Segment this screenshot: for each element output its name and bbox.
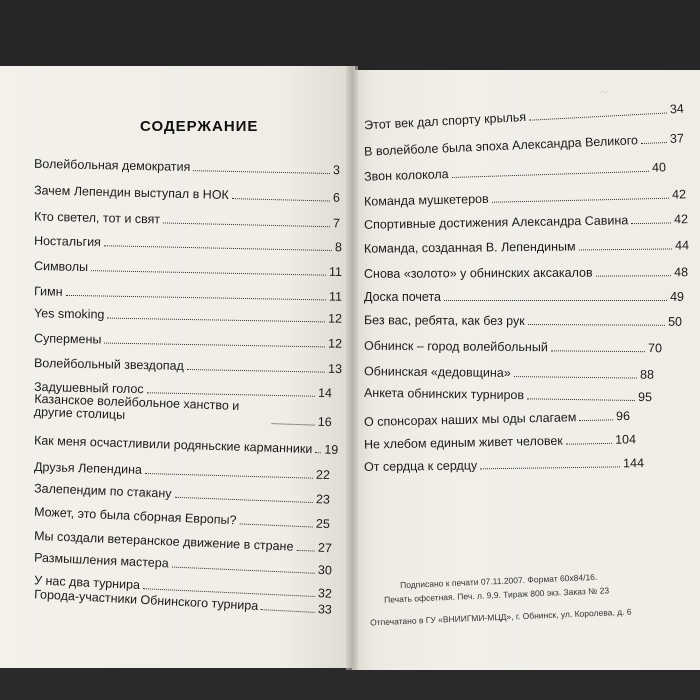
- toc-entry-title: Символы: [33, 259, 89, 275]
- toc-entry-title: Без вас, ребята, как без рук: [363, 313, 525, 329]
- toc-entry: [364, 290, 684, 304]
- toc-entry-title: Анкета обнинских турниров: [363, 385, 525, 403]
- toc-entry-page: 11: [328, 289, 343, 304]
- toc-entry-title: Волейбольная демократия: [33, 156, 191, 175]
- toc-entry-title: Кто светел, тот и свят: [33, 209, 161, 227]
- imprint-line: Печать офсетная. Печ. л. 9,9. Тираж 800 экз. Заказ № 23: [383, 585, 610, 605]
- toc-entry-page: 44: [675, 238, 690, 253]
- toc-entry: [364, 313, 682, 329]
- toc-entry-page: 144: [623, 456, 645, 471]
- toc-entry-page: 48: [674, 265, 689, 280]
- toc-entry-title: Обнинск – город волейбольный: [363, 338, 548, 355]
- toc-entry-title: Как меня осчастливили родяньские карманники: [33, 433, 313, 457]
- dot-leader: [107, 318, 325, 323]
- bleed-through-text: ~: [598, 83, 610, 102]
- toc-entry-title: Размышления мастера: [33, 550, 170, 571]
- dot-leader: [596, 275, 671, 276]
- toc-entry-page: 25: [315, 516, 331, 532]
- imprint-line: Подписано к печати 07.11.2007. Формат 60х84/16.: [399, 571, 598, 591]
- dot-leader: [551, 350, 645, 352]
- toc-entry-page: 33: [317, 602, 333, 617]
- toc-entry-title: У нас два турнира: [33, 573, 141, 593]
- imprint-line: Отпечатано в ГУ «ВНИИГМИ-МЦД», г. Обнинск, ул. Королева, д. 6: [369, 606, 632, 628]
- toc-entry-page: 95: [637, 390, 653, 405]
- toc-entry-page: 11: [328, 264, 343, 279]
- dot-leader: [232, 198, 330, 201]
- toc-entry-title: Не хлебом единым живет человек: [363, 433, 563, 452]
- dot-leader: [239, 523, 313, 527]
- book-spine: [346, 66, 358, 670]
- dot-leader: [272, 423, 315, 426]
- toc-entry-page: 96: [615, 408, 631, 424]
- toc-entry-page: 7: [332, 216, 341, 231]
- toc-entry-title: О спонсорах наших мы оды слагаем: [363, 410, 577, 430]
- background-top: [0, 0, 700, 70]
- dot-leader: [261, 609, 315, 613]
- toc-entry-title: Команда мушкетеров: [363, 191, 489, 209]
- toc-entry-page: 32: [317, 586, 333, 601]
- toc-entry-page: 42: [671, 187, 687, 202]
- dot-leader: [528, 324, 665, 326]
- dot-leader: [579, 419, 613, 421]
- toc-entry-page: 19: [324, 442, 339, 457]
- toc-entry-page: 14: [317, 385, 333, 401]
- toc-entry-title: Обнинская «дедовщина»: [363, 364, 511, 381]
- dot-leader: [480, 466, 620, 469]
- toc-entry-page: 40: [651, 160, 667, 175]
- toc-heading: СОДЕРЖАНИЕ: [140, 118, 259, 135]
- toc-entry-page: 27: [317, 540, 333, 556]
- toc-entry-page: 3: [332, 163, 341, 178]
- toc-entry-title: Может, это была сборная Европы?: [33, 504, 237, 528]
- toc-entry-page: 12: [327, 336, 343, 351]
- toc-entry-title: В волейболе была эпоха Александра Великого: [363, 133, 639, 159]
- toc-entry-title: Звон колокола: [363, 167, 449, 184]
- toc-entry-title: Города-участники Обнинского турнира: [33, 587, 259, 613]
- toc-entry-title: Этот век дал спорту крылья: [363, 109, 527, 133]
- toc-entry-title: Друзья Лепендина: [33, 459, 143, 477]
- toc-entry-title: Волейбольный звездопад: [33, 356, 184, 373]
- toc-entry-title: Мы создали ветеранское движение в стране: [33, 528, 294, 554]
- toc-entry-page: 22: [315, 467, 331, 483]
- toc-entry-page: 12: [327, 311, 343, 326]
- toc-entry-title: Супермены: [33, 331, 102, 347]
- toc-entry-page: 42: [673, 212, 689, 227]
- toc-entry-title: Спортивные достижения Александра Савина: [363, 213, 629, 232]
- toc-entry-page: 23: [315, 492, 331, 507]
- dot-leader: [514, 376, 637, 379]
- toc-entry-page: 16: [317, 414, 332, 430]
- toc-entry-title: Доска почета: [364, 290, 442, 304]
- dot-leader: [566, 443, 612, 445]
- dot-leader: [104, 343, 325, 348]
- toc-entry-title: От сердца к сердцу: [363, 458, 478, 474]
- toc-entry-title: Гимн: [33, 284, 63, 299]
- toc-entry-title: Yes smoking: [33, 306, 105, 322]
- dot-leader: [296, 550, 315, 552]
- toc-entry-title: Залепендим по стакану: [33, 481, 172, 501]
- toc-entry-page: 13: [327, 361, 343, 376]
- dot-leader: [492, 198, 669, 203]
- toc-entry: [364, 265, 688, 281]
- toc-entry-page: 50: [668, 314, 683, 329]
- dot-leader: [579, 248, 672, 250]
- toc-entry-title: Задушевный голос: [33, 379, 144, 397]
- toc-entry-page: 37: [669, 131, 685, 146]
- toc-entry-title: Ностальгия: [33, 233, 102, 250]
- toc-entry-page: 8: [334, 240, 343, 255]
- toc-entry-page: 70: [648, 341, 663, 356]
- toc-entry-page: 88: [639, 367, 655, 382]
- toc-entry-title: Зачем Лепендин выступал в НОК: [33, 183, 229, 203]
- toc-entry-page: 6: [332, 190, 341, 205]
- toc-entry-page: 34: [669, 101, 685, 117]
- dot-leader: [631, 222, 671, 224]
- toc-entry-title: Команда, созданная В. Лепендиным: [363, 239, 576, 256]
- toc-entry-title: Снова «золото» у обнинских аксакалов: [363, 265, 593, 281]
- dot-leader: [527, 398, 635, 401]
- toc-entry-page: 104: [614, 432, 637, 447]
- dot-leader: [641, 142, 667, 144]
- dot-leader: [193, 170, 330, 174]
- toc-entry-page: 30: [317, 562, 333, 578]
- dot-leader: [163, 222, 330, 227]
- dot-leader: [315, 452, 321, 453]
- dot-leader: [444, 300, 667, 301]
- toc-entry-page: 49: [670, 290, 684, 304]
- toc-entry-title: Казанское волейбольное ханство и другие столицы: [33, 391, 240, 422]
- dot-leader: [187, 369, 325, 373]
- dot-leader: [91, 270, 326, 276]
- toc-entry: [364, 339, 662, 356]
